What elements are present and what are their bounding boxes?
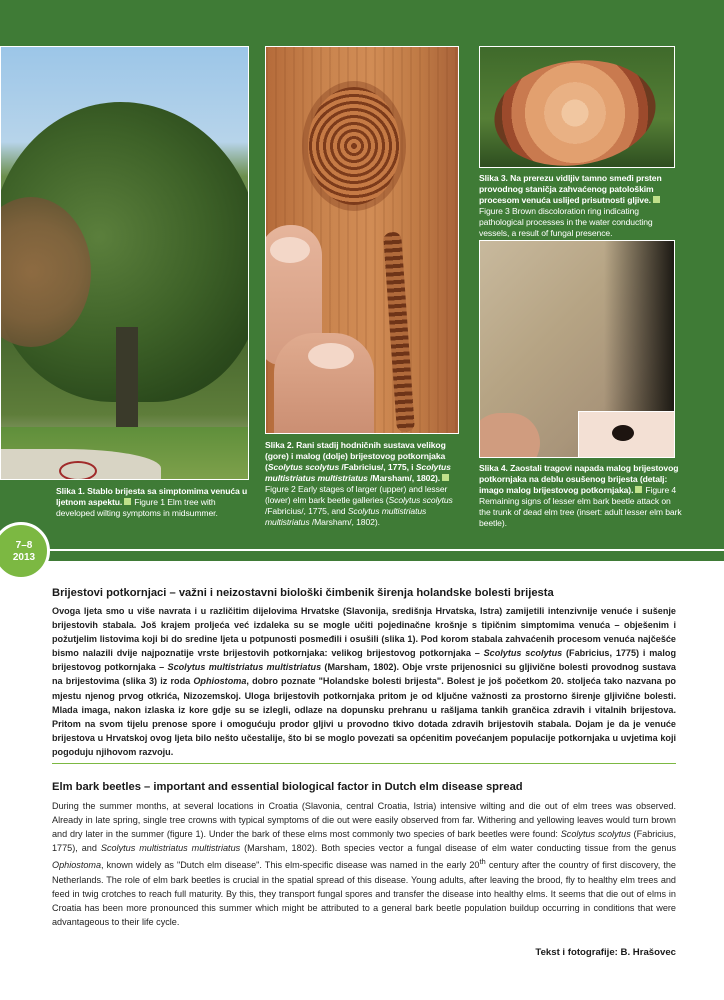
species-name: Scolytus multistriatus multistriatus: [100, 843, 241, 854]
photo-beetle-galleries: [265, 46, 459, 434]
body-text: Ovoga ljeta smo u više navrata i u različitim dijelovima Hrvatske (Slavonija, središnja Hrvatska, Istra) zamijetili intenzivnije venuće i sušenje brijestovih stabala. Još krajem proljeća već izdaleka su se mogle učiti pojedinačne krošnje s tipičnim simptomima venuća – obješenim i požutjelim listovima koji bi do sredine ljeta u potpunosti posmeđili i osušili (slika 1). Pod korom stabala zahvaćenih procesom venuća najčešće bismo nalazili dvije najpoznatije vrste brijestovih potkornjaka: velikog brijestovog potkornjaka –: [52, 606, 676, 659]
ordinal-suffix: th: [479, 857, 486, 867]
caption-text-hr: Rani stadij hodničnih sustava velikog (gore) i malog (dolje) brijestovog potkornjaka (: [265, 440, 446, 472]
section-separator: [52, 763, 676, 764]
issue-number: 7–8: [15, 540, 33, 551]
caption-label-en: Figure 4: [645, 485, 677, 495]
article-title-en: Elm bark beetles – important and essential biological factor in Dutch elm disease spread: [52, 781, 523, 793]
species-name: Scolytus multistriatus multistriatus: [265, 462, 451, 483]
photo-cross-section: [479, 46, 675, 168]
caption-text-en: Early stages of larger (upper) and lesser (lower) elm bark beetle galleries (: [265, 484, 448, 505]
caption-figure-1: [56, 486, 256, 519]
square-bullet-icon: [635, 486, 642, 493]
caption-label-en: Figure 3: [479, 206, 510, 216]
caption-figure-3: [479, 173, 684, 239]
article-title-hr: Brijestovi potkornjaci – važni i neizostavni biološki čimbenik širenja holandske bolesti brijesta: [52, 587, 554, 599]
divider-line: [48, 549, 724, 551]
photo-elm-tree: [0, 46, 249, 480]
body-text: , known widely as "Dutch elm disease". This elm-specific disease was named in the early 20: [101, 860, 480, 871]
issue-badge: [0, 522, 50, 580]
body-text: (Fabricius, 1775) i malog brijestovog potkornjaka –: [52, 648, 677, 673]
article-body-hr: [52, 604, 676, 759]
caption-figure-2: [265, 440, 465, 528]
body-text: century after the country of first discovery, the Netherlands. The role of elm bark beetles is crucial in the spatial spread of this disease. Young adults, after leaving the brood, fly to healthy elm trees and feed in twig crotches to reach full maturity. By this, they transport fungal spores and transfer the disease into healthy elms. It seems that die out of elms in Croatia has been more pronounced this summer which might be attributed to a general bark beetle population buildup occurring in conditions that were advantageous to their life cycle.: [52, 860, 676, 927]
square-bullet-icon: [442, 474, 449, 481]
caption-text-hr: /Marsham/, 1802).: [367, 473, 441, 483]
beetle-icon: [612, 425, 634, 441]
caption-text-en: Remaining signs of lesser elm bark beetle attack on the trunk of dead elm tree (insert: adult lesser elm bark beetle).: [479, 496, 682, 528]
caption-text-en: /Fabricius/, 1775, and: [265, 506, 348, 516]
body-text: During the summer months, at several locations in Croatia (Slavonia, central Croatia, Istria) intensive wilting and die out of elm trees was observed. Already in late spring, single tree crowns with typical symptoms of die out were easily observed from far. Withering and yellowing leaves would turn brown and dry later in the summer (figure 1). Under the bark of these elms most commonly two species of bark beetles were found:: [52, 801, 676, 840]
caption-figure-4: [479, 463, 684, 529]
caption-label-en: Figure 1: [134, 497, 165, 507]
caption-text-hr: Na prerezu vidljiv tamno smeđi prsten provodnog staničja zahvaćenog patološkim procesom venuća uslijed prisutnosti gljive.: [479, 173, 662, 205]
square-bullet-icon: [124, 498, 131, 505]
caption-label: Slika 1.: [56, 486, 85, 496]
article-body-en: [52, 799, 676, 929]
caption-text-hr: Zaostali tragovi napada malog brijestovog potkornjaka na deblu osušenog brijesta (detalj: imago malog brijestovog potkornjaka).: [479, 463, 679, 495]
caption-label-en: Figure 2: [265, 484, 296, 494]
caption-label: Slika 3.: [479, 173, 508, 183]
caption-label: Slika 2.: [265, 440, 294, 450]
caption-text-en: /Marsham/, 1802).: [309, 517, 380, 527]
band-bottom-edge: [0, 557, 724, 561]
photo-credit: Tekst i fotografije: B. Hrašovec: [535, 947, 676, 958]
genus-name: Ophiostoma: [193, 676, 247, 687]
large-beetle-gallery: [308, 87, 400, 205]
body-text: (Fabricius, 1775), and: [52, 829, 676, 854]
finger: [274, 333, 374, 434]
species-name: Scolytus multistriatus multistriatus: [265, 506, 427, 527]
caption-text-hr: Stablo brijesta sa simptomima venuća u ljetnom aspektu.: [56, 486, 248, 507]
caption-label: Slika 4.: [479, 463, 508, 473]
species-name: Scolytus scolytus: [483, 648, 563, 659]
caption-text-en: Brown discoloration ring indicating pathological processes in the water conducting vessels, a result of fungal presence.: [479, 206, 653, 238]
caption-text-en: Elm tree with developed wilting symptoms in midsummer.: [56, 497, 218, 518]
species-name: Scolytus multistriatus multistriatus: [167, 662, 322, 673]
finger: [479, 413, 540, 458]
species-name: Scolytus scolytus: [267, 462, 340, 472]
body-text: , dobro poznate "Holandske bolesti brijesta". Bolest je još početkom 20. stoljeća tako nazvana po mjestu njenog prvog otkrića, Nizozemskoj. Uloga brijestovih potkornjaka pritom je od ključne važnosti za prostorno širenje gljivične bolesti. Mlada imaga, nakon izlaska iz kore gdje su se izlegli, odlaze na dopunsku prehranu u rašljama tankih grančica zdravih i vitalnih brijestova. Pritom na svom tijelu prenose spore i omogućuju prodor gljivi u provodno tkivo dotada zdravih brijestovih stabala. Dojam je da je venuće brijestova u Hrvatskoj ovog ljeta bilo nešto učestalije, što bi se moglo povezati sa općenitim povećanjem populacije potkornjaka u uvjetima koji pogoduju njihovom razvoju.: [52, 676, 676, 757]
species-name: Scolytus scolytus: [388, 495, 453, 505]
photo-trunk-attack: [479, 240, 675, 458]
issue-year: 2013: [12, 552, 36, 563]
fingernail: [270, 237, 310, 263]
body-text: (Marsham, 1802). Both species vector a fungal disease of elm water conducting tissue from the genus: [240, 843, 677, 854]
bicycle: [59, 461, 97, 480]
stem-cross-section: [488, 50, 663, 168]
body-text: (Marsham, 1802). Obje vrste prijenosnici su gljivične bolesti provodnog sustava na brijestovima (slika 3) iz roda: [52, 662, 676, 687]
species-name: Scolytus scolytus: [560, 829, 631, 840]
fingernail: [308, 343, 354, 369]
genus-name: Ophiostoma: [52, 860, 102, 871]
caption-text-hr: /Fabricius/, 1775, i: [339, 462, 416, 472]
square-bullet-icon: [653, 196, 660, 203]
